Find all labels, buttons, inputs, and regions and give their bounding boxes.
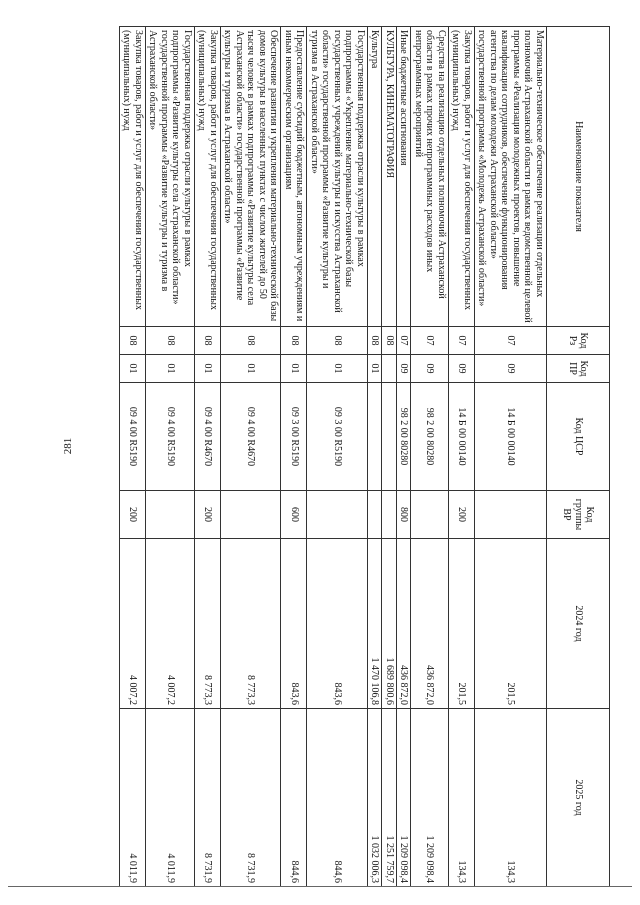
table-row — [307, 27, 368, 887]
row-2025: 1 209 098,4 — [397, 709, 412, 887]
table-row — [195, 27, 221, 887]
header-2024: 2024 год — [547, 539, 610, 709]
row-rz: 08 — [221, 327, 282, 355]
row-pr: 01 — [221, 355, 282, 383]
row-pr: 01 — [281, 355, 307, 383]
row-2025: 1 209 098,4 — [411, 709, 449, 887]
row-rz: 07 — [397, 327, 412, 355]
row-2024: 8 773,3 — [221, 539, 282, 709]
row-name: КУЛЬТУРА, КИНЕМАТОГРАФИЯ — [382, 27, 397, 327]
row-name: Культура — [368, 27, 383, 327]
row-2024: 201,5 — [449, 539, 475, 709]
row-csr — [382, 383, 397, 491]
row-csr: 09 3 00 R5190 — [307, 383, 368, 491]
row-vr: 200 — [449, 491, 475, 539]
row-csr: 09 4 00 R5190 — [120, 383, 146, 491]
row-name: Закупка товаров, работ и услуг для обеспечения государственных (муниципальных) нужд — [195, 27, 221, 327]
row-2025: 1 032 006,3 — [368, 709, 383, 887]
table-header-row — [547, 27, 610, 887]
row-2025: 8 731,9 — [221, 709, 282, 887]
row-2024: 843,6 — [281, 539, 307, 709]
row-vr — [382, 491, 397, 539]
row-vr — [221, 491, 282, 539]
row-vr — [368, 491, 383, 539]
table-row — [411, 27, 449, 887]
table-row — [475, 27, 547, 887]
row-vr: 800 — [397, 491, 412, 539]
row-2024: 1 470 106,8 — [368, 539, 383, 709]
header-rz: Код Рз — [547, 327, 610, 355]
row-rz: 08 — [281, 327, 307, 355]
row-2024: 4 007,2 — [120, 539, 146, 709]
row-2025: 134,3 — [475, 709, 547, 887]
row-pr: 01 — [368, 355, 383, 383]
row-pr — [382, 355, 397, 383]
row-name: Обеспечение развития и укрепления материально-технической базы домов культуры в населенных пунктах с числом жителей до 50 тысяч человек в рамках подпрограммы «Развитие культуры села Астраханской области» государственной программы «Развитие культуры и туризма в Астраханской области» — [221, 27, 282, 327]
row-2025: 4 011,9 — [120, 709, 146, 887]
header-name: Наименование показателя — [547, 27, 610, 327]
row-csr: 09 4 00 R4670 — [195, 383, 221, 491]
row-pr: 09 — [449, 355, 475, 383]
footer-rule — [8, 886, 632, 887]
header-pr: Код ПР — [547, 355, 610, 383]
row-name: Закупка товаров, работ и услуг для обеспечения государственных (муниципальных) нужд — [120, 27, 146, 327]
row-csr: 98 2 00 80280 — [411, 383, 449, 491]
row-2024: 843,6 — [307, 539, 368, 709]
row-rz: 08 — [382, 327, 397, 355]
row-pr: 01 — [146, 355, 195, 383]
row-rz: 07 — [475, 327, 547, 355]
row-pr: 01 — [120, 355, 146, 383]
row-pr: 01 — [195, 355, 221, 383]
row-vr: 600 — [281, 491, 307, 539]
row-2024: 201,5 — [475, 539, 547, 709]
row-vr — [475, 491, 547, 539]
header-2025: 2025 год — [547, 709, 610, 887]
row-2024: 4 007,2 — [146, 539, 195, 709]
row-name: Материально-техническое обеспечение реализации отдельных полномочий Астраханской области в рамках ведомственной целевой программы «Реализация молодежных проектов, повышение квалификации сотрудников, обеспечение функционирования агентства по делам молодежи Астраханской области» государственной программы «Молодежь Астраханской области» — [475, 27, 547, 327]
row-vr: 200 — [195, 491, 221, 539]
row-2024: 436 872,0 — [397, 539, 412, 709]
row-name: Закупка товаров, работ и услуг для обеспечения государственных (муниципальных) нужд — [449, 27, 475, 327]
row-csr: 14 Б 00 00140 — [475, 383, 547, 491]
rotated-table-container — [121, 26, 610, 886]
table-row — [120, 27, 146, 887]
row-vr — [411, 491, 449, 539]
row-csr: 98 2 00 80280 — [397, 383, 412, 491]
row-rz: 08 — [307, 327, 368, 355]
row-pr: 09 — [397, 355, 412, 383]
row-csr: 09 4 00 R5190 — [146, 383, 195, 491]
row-pr: 09 — [411, 355, 449, 383]
header-csr: Код ЦСР — [547, 383, 610, 491]
row-name: Средства на реализацию отдельных полномочий Астраханской области в рамках прочих непрограммных расходов иных непрограммных мероприятий — [411, 27, 449, 327]
row-pr: 09 — [475, 355, 547, 383]
table-row — [221, 27, 282, 887]
table-row — [382, 27, 397, 887]
table-row — [397, 27, 412, 887]
table-row — [146, 27, 195, 887]
row-name: Предоставление субсидий бюджетным, автономным учреждениям и иным некоммерческим организациям — [281, 27, 307, 327]
row-rz: 08 — [146, 327, 195, 355]
row-csr: 09 4 00 R4670 — [221, 383, 282, 491]
row-vr: 200 — [120, 491, 146, 539]
row-csr: 09 3 00 R5190 — [281, 383, 307, 491]
row-rz: 07 — [411, 327, 449, 355]
row-csr — [368, 383, 383, 491]
row-rz: 07 — [449, 327, 475, 355]
row-rz: 08 — [368, 327, 383, 355]
table-row — [281, 27, 307, 887]
row-name: Государственная поддержка отрасли культуры в рамках подпрограммы «Укрепление материально-технической базы государственных учреждений культуры и искусства Астраханской области» государственной программы «Развитие культуры и туризма в Астраханской области» — [307, 27, 368, 327]
row-vr — [146, 491, 195, 539]
row-2025: 1 251 759,7 — [382, 709, 397, 887]
row-2025: 134,3 — [449, 709, 475, 887]
row-vr — [307, 491, 368, 539]
row-pr: 01 — [307, 355, 368, 383]
table-row — [449, 27, 475, 887]
row-csr: 14 Б 00 00140 — [449, 383, 475, 491]
row-2025: 4 011,9 — [146, 709, 195, 887]
row-2024: 436 872,0 — [411, 539, 449, 709]
row-rz: 08 — [195, 327, 221, 355]
row-name: Государственная поддержка отрасли культуры в рамках подпрограммы «Развитие культуры села Астраханской области» государственной программы «Развитие культуры и туризма в Астраханской области» — [146, 27, 195, 327]
row-2025: 844,6 — [307, 709, 368, 887]
row-2024: 8 773,3 — [195, 539, 221, 709]
row-2024: 1 689 800,6 — [382, 539, 397, 709]
page-number: 281 — [62, 437, 74, 455]
row-2025: 8 731,9 — [195, 709, 221, 887]
header-vr: Код группы ВР — [547, 491, 610, 539]
table-row — [368, 27, 383, 887]
budget-table — [119, 26, 610, 887]
row-name: Иные бюджетные ассигнования — [397, 27, 412, 327]
row-rz: 08 — [120, 327, 146, 355]
row-2025: 844,6 — [281, 709, 307, 887]
